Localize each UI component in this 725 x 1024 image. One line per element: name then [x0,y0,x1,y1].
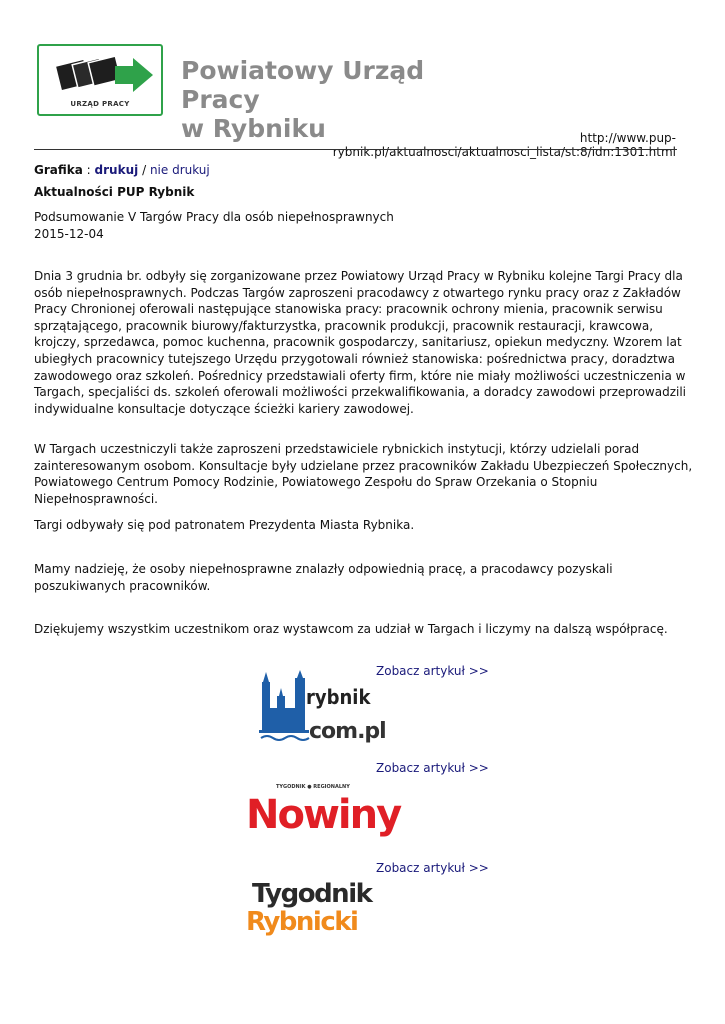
org-name-line-2: w Rybniku [181,114,326,143]
svg-text:Rybnicki: Rybnicki [246,907,358,937]
article-paragraph: W Targach uczestniczyli także zaproszeni przedstawiciele rybnickich instytucji, którzy udzielali porad zainteresowanym osobom. Konsultacje były udzielane przez pracowników Zakładu Ubezpieczeń Społecznych, Powiatowego Centrum Pomocy Rodzinie, Powiatowego Zespołu do Spraw Orzekania o Stopniu Niepełnosprawności. [34,442,693,506]
tygodnik-rybnicki-logo[interactable] [246,876,370,936]
page-header [0,0,725,159]
article-title: Podsumowanie V Targów Pracy dla osób niepełnosprawnych [34,210,394,224]
logo-caption: URZĄD PRACY [70,100,130,108]
svg-text:Nowiny: Nowiny [246,792,401,838]
print-link[interactable]: drukuj [94,163,139,177]
no-print-link[interactable]: nie drukuj [149,163,210,177]
org-name-line-1: Powiatowy Urząd Pracy [181,56,425,114]
article-paragraph: Targi odbywały się pod patronatem Prezydenta Miasta Rybnika. [34,518,415,532]
pup-logo[interactable] [37,44,163,116]
print-slash: / [142,163,147,177]
article-paragraph: Mamy nadzieję, że osoby niepełnosprawne znalazły odpowiednią pracę, a pracodawcy pozyskali poszukiwanych pracowników. [34,562,613,593]
see-article-link-rybnik[interactable]: Zobacz artykuł >> [376,664,489,678]
section-title: Aktualności PUP Rybnik [34,185,195,199]
print-label: Grafika [34,163,83,177]
svg-text:rybnik: rybnik [306,685,371,709]
see-article-link-tygodnik[interactable]: Zobacz artykuł >> [376,861,489,875]
page-url: http://www.pup-rybnik.pl/aktualnosci/aktualnosci_lista/st:8/idn:1301.html [332,131,676,159]
print-options [34,163,210,177]
see-article-link-nowiny[interactable]: Zobacz artykuł >> [376,761,489,775]
svg-text:com.pl: com.pl [309,719,386,744]
rybnik-com-pl-logo[interactable] [257,668,386,746]
article-date: 2015-12-04 [34,227,104,241]
print-separator: : [86,163,91,177]
article-paragraph: Dziękujemy wszystkim uczestnikom oraz wystawcom za udział w Targach i liczymy na dalszą współpracę. [34,622,668,636]
cards-arrow-icon [45,50,157,100]
article-paragraph: Dnia 3 grudnia br. odbyły się zorganizowane przez Powiatowy Urząd Pracy w Rybniku kolejne Targi Pracy dla osób niepełnosprawnych. Podczas Targów zaproszeni pracodawcy z otwartego rynku pracy oraz z Zakładów Pracy Chronionej oferowali następujące stanowiska pracy: pracownik ochrony mienia, pracownik serwisu sprzątającego, pracownik biurowy/fakturzystka, pracownik produkcji, pracownik restauracji, krawcowa, krojczy, sprzedawca, pomoc kuchenna, pracownik gospodarczy, sanitariusz, opiekun medyczny. Wzorem lat ubiegłych pracownicy tutejszego Urzędu przygotowali również stanowiska: pośrednictwa pracy, doradztwa zawodowego oraz szkoleń. Pośrednicy przedstawiali oferty firm, które nie miały możliwości uczestniczenia w Targach, specjaliści ds. szkoleń oferowali możliwości przekwalifikowania, a doradcy zawodowi przeprowadzili indywidualne konsultacje dotyczące ścieżki kariery zawodowej. [34,269,686,416]
nowiny-logo[interactable] [244,780,401,838]
svg-text:Tygodnik: Tygodnik [252,879,372,909]
organization-name [181,56,511,143]
header-divider [34,149,677,150]
svg-text:TYGODNIK ● REGIONALNY: TYGODNIK ● REGIONALNY [276,784,350,790]
